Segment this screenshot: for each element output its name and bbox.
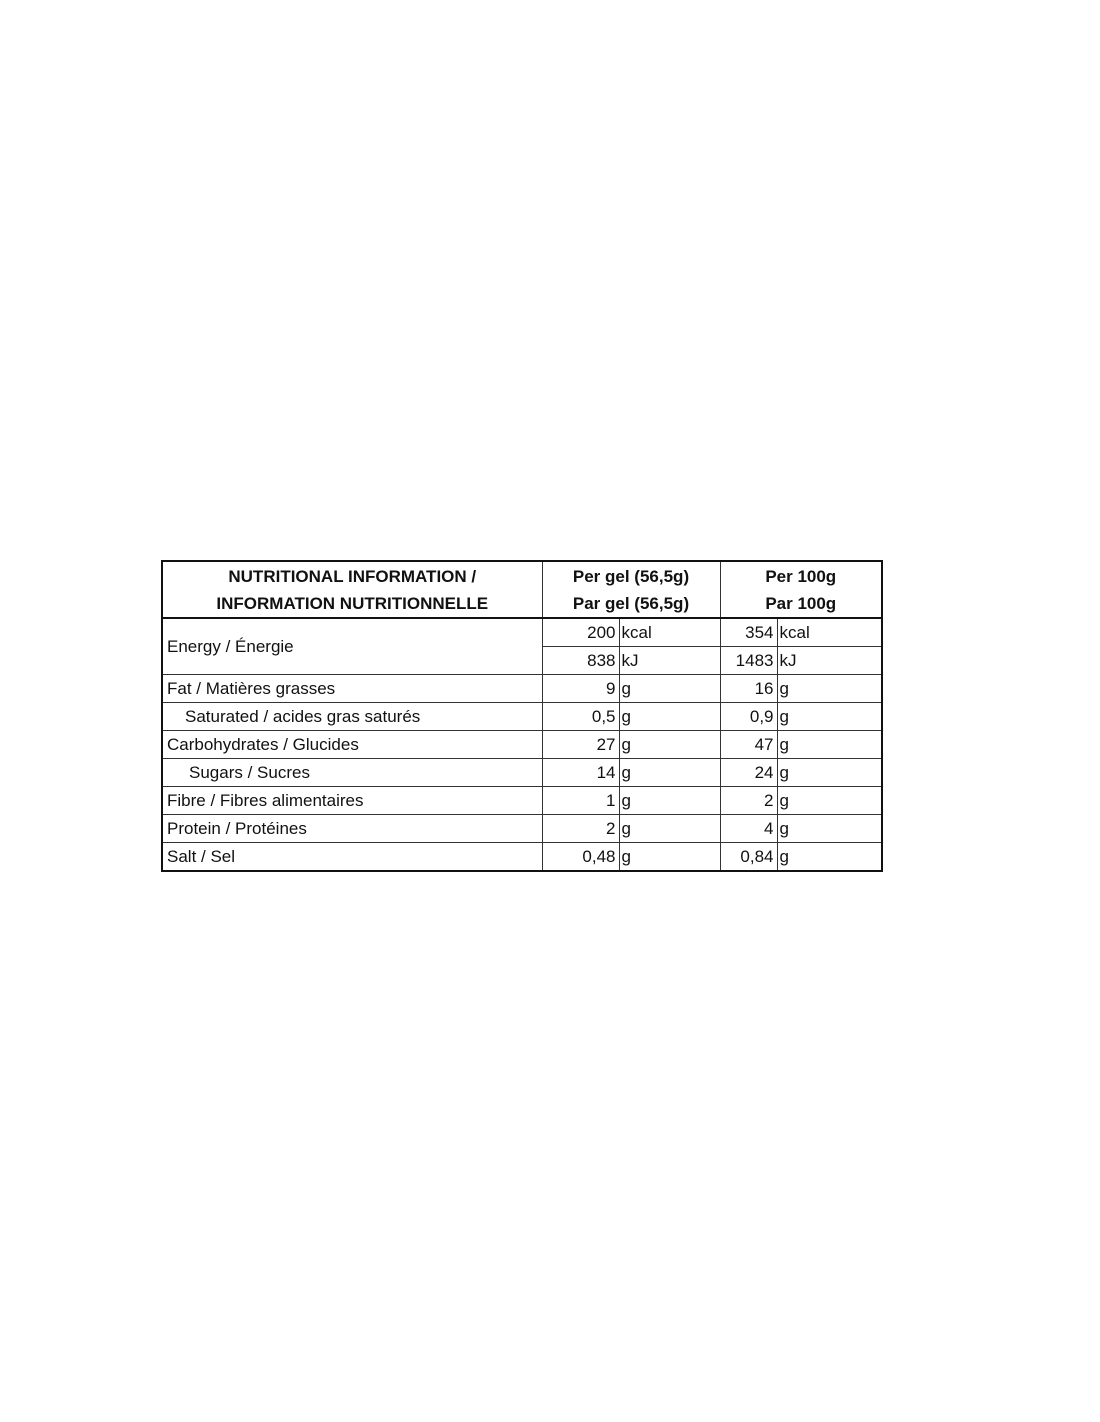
table-row-protein bbox=[162, 815, 882, 843]
fat-unit-gel: g bbox=[619, 675, 720, 703]
fat-per-gel: 9 bbox=[542, 675, 619, 703]
sugars-unit-gel: g bbox=[619, 759, 720, 787]
protein-unit-100g: g bbox=[777, 815, 882, 843]
sugars-unit-100g: g bbox=[777, 759, 882, 787]
header-label-line1: NUTRITIONAL INFORMATION / bbox=[228, 566, 477, 586]
energy-kcal-per-100g: 354 bbox=[720, 618, 777, 647]
fibre-unit-100g: g bbox=[777, 787, 882, 815]
fat-per-100g: 16 bbox=[720, 675, 777, 703]
salt-label: Salt / Sel bbox=[162, 843, 542, 872]
header-per-100g-line1: Per 100g bbox=[765, 566, 837, 586]
saturated-label: Saturated / acides gras saturés bbox=[162, 703, 542, 731]
table-row-sugars bbox=[162, 759, 882, 787]
table-row-salt bbox=[162, 843, 882, 872]
protein-unit-gel: g bbox=[619, 815, 720, 843]
protein-per-100g: 4 bbox=[720, 815, 777, 843]
energy-kcal-per-gel: 200 bbox=[542, 618, 619, 647]
table-row-energy-kcal bbox=[162, 618, 882, 647]
table-row-saturated bbox=[162, 703, 882, 731]
saturated-per-gel: 0,5 bbox=[542, 703, 619, 731]
header-per-gel-line1: Per gel (56,5g) bbox=[572, 566, 690, 586]
energy-kj-unit-gel: kJ bbox=[619, 647, 720, 675]
saturated-unit-gel: g bbox=[619, 703, 720, 731]
carbohydrates-unit-100g: g bbox=[777, 731, 882, 759]
carbohydrates-per-100g: 47 bbox=[720, 731, 777, 759]
fibre-per-100g: 2 bbox=[720, 787, 777, 815]
nutrition-table bbox=[161, 560, 883, 872]
fibre-unit-gel: g bbox=[619, 787, 720, 815]
saturated-per-100g: 0,9 bbox=[720, 703, 777, 731]
salt-unit-100g: g bbox=[777, 843, 882, 872]
salt-per-100g: 0,84 bbox=[720, 843, 777, 872]
energy-kj-per-gel: 838 bbox=[542, 647, 619, 675]
saturated-unit-100g: g bbox=[777, 703, 882, 731]
sugars-label: Sugars / Sucres bbox=[162, 759, 542, 787]
fibre-per-gel: 1 bbox=[542, 787, 619, 815]
salt-per-gel: 0,48 bbox=[542, 843, 619, 872]
header-label bbox=[162, 561, 542, 618]
header-label-line2: INFORMATION NUTRITIONNELLE bbox=[216, 593, 489, 613]
energy-kcal-unit-100g: kcal bbox=[777, 618, 882, 647]
fibre-label: Fibre / Fibres alimentaires bbox=[162, 787, 542, 815]
fat-label: Fat / Matières grasses bbox=[162, 675, 542, 703]
fat-unit-100g: g bbox=[777, 675, 882, 703]
table-row-carbohydrates bbox=[162, 731, 882, 759]
header-row bbox=[162, 561, 882, 618]
carbohydrates-unit-gel: g bbox=[619, 731, 720, 759]
protein-label: Protein / Protéines bbox=[162, 815, 542, 843]
energy-kj-unit-100g: kJ bbox=[777, 647, 882, 675]
sugars-per-100g: 24 bbox=[720, 759, 777, 787]
sugars-per-gel: 14 bbox=[542, 759, 619, 787]
table-row-fibre bbox=[162, 787, 882, 815]
header-per-100g-line2: Par 100g bbox=[765, 593, 837, 613]
energy-kj-per-100g: 1483 bbox=[720, 647, 777, 675]
protein-per-gel: 2 bbox=[542, 815, 619, 843]
carbohydrates-label: Carbohydrates / Glucides bbox=[162, 731, 542, 759]
energy-kcal-unit-gel: kcal bbox=[619, 618, 720, 647]
header-per-gel-line2: Par gel (56,5g) bbox=[572, 593, 690, 613]
header-per-gel bbox=[542, 561, 720, 618]
salt-unit-gel: g bbox=[619, 843, 720, 872]
table-row-fat bbox=[162, 675, 882, 703]
energy-label: Energy / Énergie bbox=[162, 618, 542, 675]
carbohydrates-per-gel: 27 bbox=[542, 731, 619, 759]
header-per-100g bbox=[720, 561, 882, 618]
